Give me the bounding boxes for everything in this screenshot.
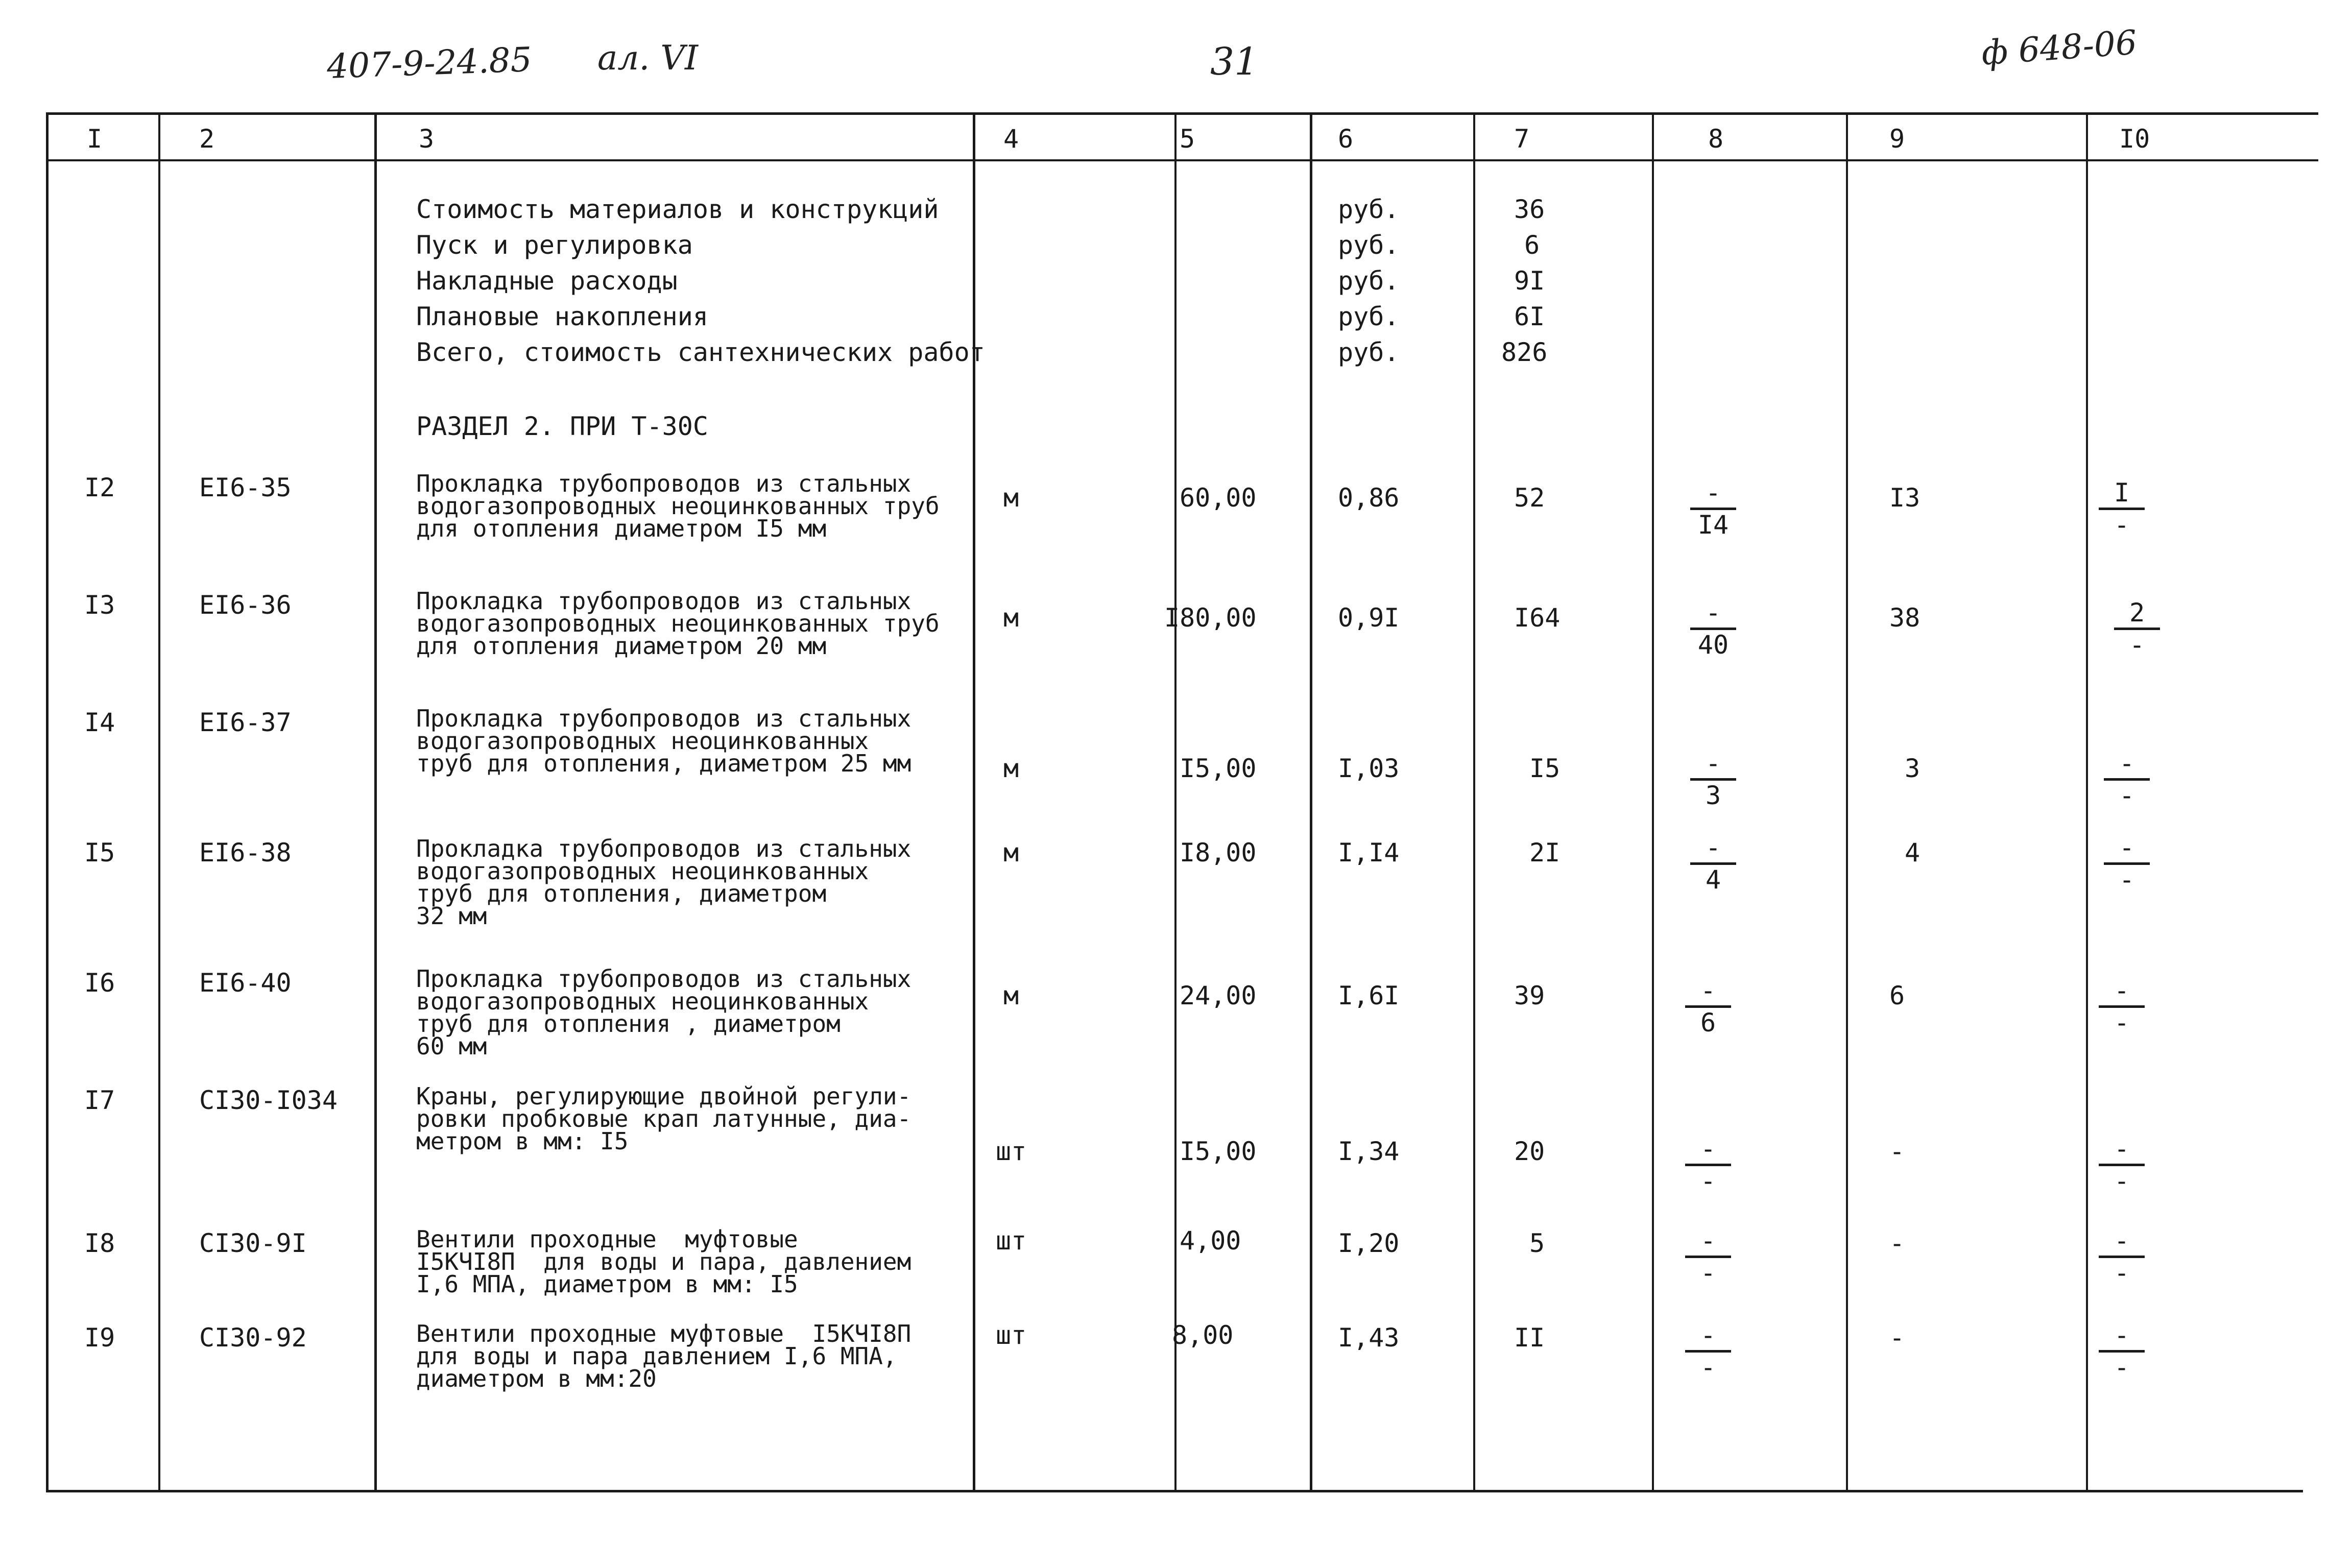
col-divider-8 — [1846, 112, 1848, 1492]
summary-value-overhead: 9I — [1514, 266, 1545, 296]
col8-bottom: 4 — [1705, 865, 1721, 895]
row-code: CI30-92 — [199, 1323, 307, 1353]
row-description: Прокладка трубопроводов из стальных водогазопроводных неоцинкованных труб для отопления, диаметром 32 мм — [416, 835, 911, 930]
col10-top: - — [2114, 1226, 2130, 1256]
col-divider-4 — [1174, 112, 1177, 1492]
col10-bottom: - — [2114, 1166, 2130, 1196]
row-col9: I3 — [1889, 483, 1921, 513]
row-col9: 3 — [1905, 754, 1921, 783]
row-code: EI6-36 — [199, 590, 292, 620]
row-code: CI30-I034 — [199, 1085, 338, 1115]
col10-top: 2 — [2129, 598, 2145, 628]
row-description: Вентили проходные муфтовые I5КЧI8П для воды и пара давлением I,6 МПА, диаметром в мм:20 — [416, 1320, 911, 1392]
row-code: EI6-38 — [199, 838, 292, 867]
row-col10-fraction — [2099, 833, 2155, 895]
row-col8-fraction — [1685, 600, 1741, 658]
row-qty: I5,00 — [1180, 1137, 1257, 1166]
row-unit: м — [1003, 981, 1019, 1010]
summary-label-overhead: Накладные расходы — [416, 266, 678, 296]
row-col10-fraction — [2099, 751, 2155, 808]
row-qty: 4,00 — [1180, 1226, 1241, 1256]
summary-unit-total: руб. — [1338, 337, 1400, 367]
table-left-border — [46, 112, 49, 1492]
row-unit: м — [1003, 838, 1019, 867]
summary-value-total: 826 — [1501, 337, 1548, 367]
col10-top: - — [2114, 1134, 2130, 1164]
col-divider-5 — [1310, 112, 1312, 1492]
column-header-3: 3 — [419, 124, 435, 154]
row-total: 52 — [1514, 483, 1545, 513]
row-col9: - — [1889, 1137, 1905, 1166]
row-col10-fraction — [2094, 1322, 2150, 1380]
row-price: I,6I — [1338, 981, 1400, 1010]
col10-bottom: - — [2114, 1353, 2130, 1382]
row-unit: м — [1003, 754, 1019, 783]
row-total: 20 — [1514, 1137, 1545, 1166]
col8-top: - — [1700, 976, 1716, 1005]
row-num: I9 — [84, 1323, 115, 1353]
col10-bottom: - — [2119, 865, 2135, 895]
col-divider-2 — [374, 112, 377, 1492]
row-price: I,I4 — [1338, 838, 1400, 867]
col8-top: - — [1705, 833, 1721, 862]
row-num: I2 — [84, 473, 115, 502]
row-qty: 24,00 — [1180, 981, 1257, 1010]
row-code: EI6-35 — [199, 473, 292, 502]
row-price: I,20 — [1338, 1228, 1400, 1258]
column-header-9: 9 — [1889, 124, 1905, 154]
col-divider-1 — [158, 112, 160, 1492]
col8-bottom: - — [1700, 1258, 1716, 1288]
row-total: 5 — [1529, 1228, 1545, 1258]
row-col8-fraction — [1685, 751, 1741, 808]
row-unit: шт — [996, 1320, 1027, 1350]
row-unit: шт — [996, 1226, 1027, 1256]
row-col8-fraction — [1685, 833, 1741, 895]
summary-unit-overhead: руб. — [1338, 266, 1400, 296]
row-col10-fraction — [2094, 1136, 2150, 1194]
col8-top: - — [1700, 1320, 1716, 1350]
row-unit: м — [1003, 483, 1019, 513]
row-num: I5 — [84, 838, 115, 867]
col8-bottom: I4 — [1697, 510, 1729, 540]
col-divider-6 — [1473, 112, 1475, 1492]
row-price: I,03 — [1338, 754, 1400, 783]
col8-bottom: - — [1700, 1353, 1716, 1382]
row-col8-fraction — [1680, 1322, 1736, 1380]
col10-top: - — [2114, 976, 2130, 1005]
summary-label-startup: Пуск и регулировка — [416, 230, 693, 260]
album-label: ал. VI — [597, 38, 699, 78]
row-code: CI30-9I — [199, 1228, 307, 1258]
row-description: Прокладка трубопроводов из стальных водогазопроводных неоцинкованных труб для отопления , диаметром 60 мм — [416, 965, 911, 1060]
row-total: II — [1514, 1323, 1545, 1353]
sheet-code: ф 648-06 — [1980, 22, 2139, 73]
column-header-5: 5 — [1180, 124, 1195, 154]
row-col8-fraction — [1685, 480, 1741, 538]
row-qty: 60,00 — [1180, 483, 1257, 513]
row-num: I3 — [84, 590, 115, 620]
row-unit: шт — [996, 1137, 1027, 1166]
row-qty: I5,00 — [1180, 754, 1257, 783]
row-col8-fraction — [1680, 976, 1736, 1038]
row-col9: 4 — [1905, 838, 1921, 867]
column-header-8: 8 — [1708, 124, 1724, 154]
row-description: Прокладка трубопроводов из стальных водогазопроводных неоцинкованных труб для отопления диаметром 20 мм — [416, 587, 940, 660]
column-header-7: 7 — [1514, 124, 1530, 154]
row-price: I,34 — [1338, 1137, 1400, 1166]
col10-bottom: - — [2129, 630, 2145, 660]
col8-top: - — [1705, 598, 1721, 628]
col10-top: - — [2119, 833, 2135, 862]
row-total: I5 — [1529, 754, 1561, 783]
column-header-10: I0 — [2119, 124, 2150, 154]
row-qty: 8,00 — [1172, 1320, 1234, 1350]
col10-top: - — [2119, 749, 2135, 778]
row-description: Прокладка трубопроводов из стальных водогазопроводных неоцинкованных труб для отопления диаметром I5 мм — [416, 470, 940, 542]
column-header-4: 4 — [1003, 124, 1019, 154]
row-col10-fraction — [2094, 480, 2150, 538]
column-header-6: 6 — [1338, 124, 1354, 154]
summary-unit-planned: руб. — [1338, 302, 1400, 331]
table-top-border — [46, 112, 2318, 115]
summary-label-materials: Стоимость материалов и конструкций — [416, 195, 939, 224]
row-col10-fraction — [2094, 976, 2150, 1038]
col10-top: - — [2114, 1320, 2130, 1350]
row-num: I7 — [84, 1085, 115, 1115]
col10-top: I — [2114, 478, 2130, 508]
col-divider-9 — [2086, 112, 2088, 1492]
row-col9: 6 — [1889, 981, 1905, 1010]
row-col8-fraction — [1680, 1228, 1736, 1286]
col10-bottom: - — [2114, 510, 2130, 540]
row-description: Прокладка трубопроводов из стальных водогазопроводных неоцинкованных труб для отопления, диаметром 25 мм — [416, 705, 911, 777]
col8-top: - — [1705, 749, 1721, 778]
row-col8-fraction — [1680, 1136, 1736, 1194]
col8-bottom: - — [1700, 1166, 1716, 1196]
column-header-1: I — [87, 124, 103, 154]
col-divider-7 — [1652, 112, 1654, 1492]
summary-value-startup: 6 — [1524, 230, 1540, 260]
row-col9: 38 — [1889, 603, 1921, 633]
col10-bottom: - — [2114, 1258, 2130, 1288]
row-unit: м — [1003, 603, 1019, 633]
row-price: I,43 — [1338, 1323, 1400, 1353]
row-qty: I8,00 — [1180, 838, 1257, 867]
row-price: 0,9I — [1338, 603, 1400, 633]
row-num: I6 — [84, 968, 115, 998]
row-col9: - — [1889, 1228, 1905, 1258]
summary-value-materials: 36 — [1514, 195, 1545, 224]
row-num: I8 — [84, 1228, 115, 1258]
project-code: 407-9-24.85 — [326, 40, 533, 86]
col8-top: - — [1700, 1134, 1716, 1164]
header-divider — [46, 159, 2318, 161]
col8-bottom: 40 — [1697, 630, 1729, 660]
section-title: РАЗДЕЛ 2. ПРИ Т-30С — [416, 412, 708, 441]
row-description: Краны, регулирующие двойной регули- ровки пробковые крап латунные, диа- метром в мм: I5 — [416, 1082, 911, 1155]
summary-value-planned: 6I — [1514, 302, 1545, 331]
row-description: Вентили проходные муфтовые I5КЧI8П для воды и пара, давлением I,6 МПА, диаметром в мм: I5 — [416, 1225, 911, 1298]
col8-bottom: 6 — [1700, 1008, 1716, 1038]
summary-unit-materials: руб. — [1338, 195, 1400, 224]
col-divider-3 — [973, 112, 975, 1492]
row-col10-fraction — [2094, 1228, 2150, 1286]
column-header-2: 2 — [199, 124, 215, 154]
col10-bottom: - — [2114, 1008, 2130, 1038]
row-col9: - — [1889, 1323, 1905, 1353]
col8-bottom: 3 — [1705, 781, 1721, 810]
row-total: I64 — [1514, 603, 1561, 633]
row-qty: I80,00 — [1164, 603, 1257, 633]
row-price: 0,86 — [1338, 483, 1400, 513]
summary-unit-startup: руб. — [1338, 230, 1400, 260]
row-code: EI6-37 — [199, 708, 292, 737]
row-num: I4 — [84, 708, 115, 737]
col8-top: - — [1700, 1226, 1716, 1256]
col10-bottom: - — [2119, 781, 2135, 810]
col8-top: - — [1705, 478, 1721, 508]
summary-label-total: Всего, стоимость сантехнических работ — [416, 337, 985, 367]
row-total: 39 — [1514, 981, 1545, 1010]
row-col10-fraction — [2109, 600, 2165, 658]
summary-label-planned: Плановые накопления — [416, 302, 708, 331]
page-number: 31 — [1210, 40, 1259, 84]
row-total: 2I — [1529, 838, 1561, 867]
row-code: EI6-40 — [199, 968, 292, 998]
